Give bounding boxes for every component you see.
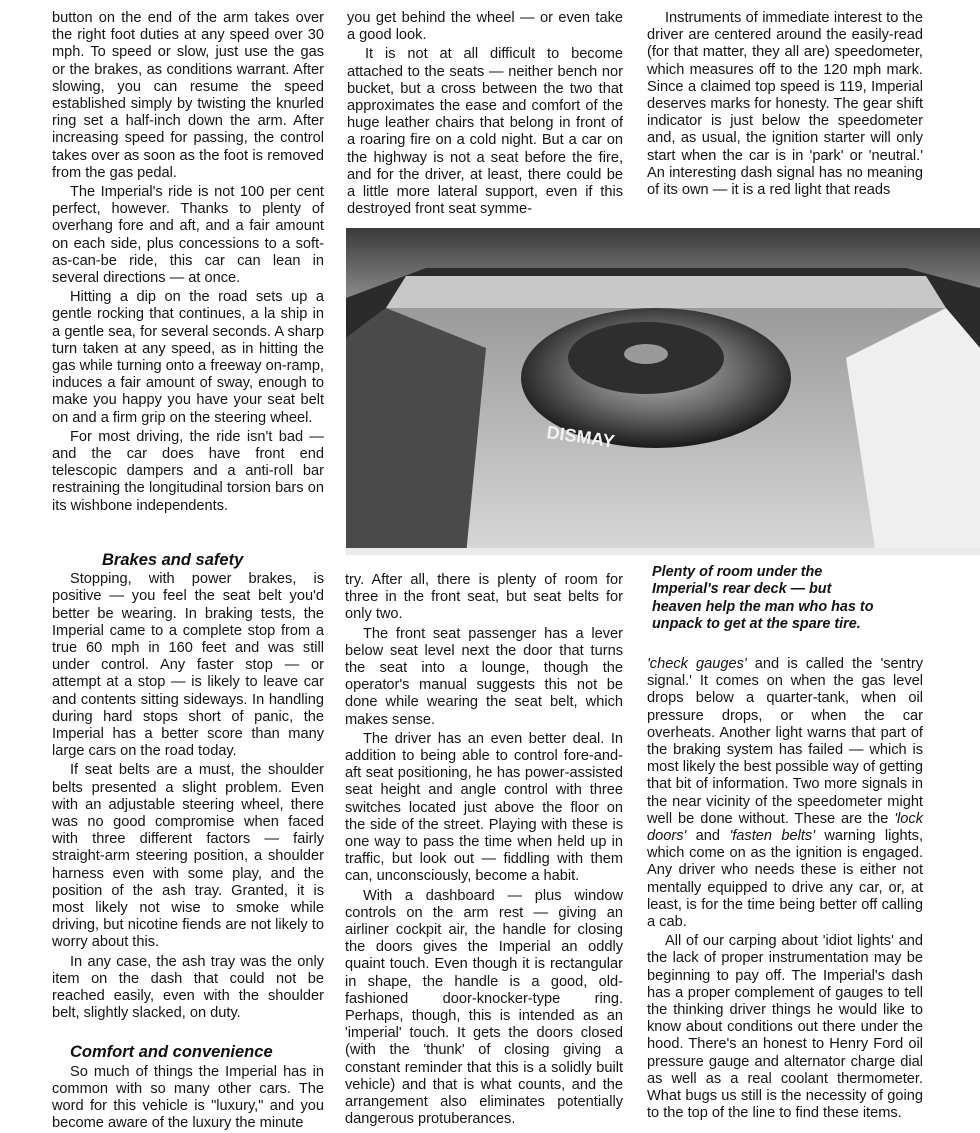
column-2-top	[347, 10, 623, 218]
tire-lettering: DISMAY	[545, 422, 616, 452]
caption-line: heaven help the man who has to	[652, 598, 874, 615]
paragraph-text: and	[686, 828, 730, 845]
column-1	[52, 10, 324, 515]
paragraph: Instruments of immediate interest to the driver are centered around the easily-read (for that matter, they all are) speedometer, which measures off to the 120 mph mark. Since a claimed top speed is 119, Imperial deserves marks for honesty. The gear shift indicator is just below the speedometer and, as usual, the ignition starter will only start when the car is in 'park' or 'neutral.' An interesting dash signal has no meaning of its own — it is a red light that reads	[647, 10, 923, 199]
paragraph-lead: Hitting a dip on the road sets up a	[70, 289, 324, 306]
wheel-hub	[624, 344, 668, 364]
paragraph: The Imperial's ride is not 100 per cent perfect, however. Thanks to plenty of overhang fore and aft, and a fair amount on each side, plus concessions to a soft-as-can-be ride, this car can lean in several directions — at once.	[52, 184, 324, 287]
left-trunk-wall	[346, 308, 486, 555]
paragraph-rest: gentle rocking that continues, a la ship in a gentle sea, for several seconds. A sharp turn taken at any speed, as in hitting the gas while turning onto a freeway on-ramp, induces a fair amount of sway, enough to make you happy you have your seat belt on and a firm grip on the steering wheel.	[52, 306, 324, 426]
paragraph: If seat belts are a must, the shoulder belts presented a slight problem. Even with an adjustable steering wheel, there was no good compromise when faced with three different factors — fairly straight-arm steering position, a shoulder harness even with some play, and the position of the ash tray. Granted, it is most likely not wise to smoke while driving, but nicotine fiends are not likely to worry about this.	[52, 762, 324, 951]
paragraph: So much of things the Imperial has in common with so many other cars. The word for this vehicle is "luxury," and you become aware of the luxury the minute	[52, 1063, 324, 1132]
paragraph: you get behind the wheel — or even take a good look.	[347, 10, 623, 44]
paragraph	[52, 289, 324, 427]
paragraph-text: and is called the 'sentry signal.' It comes on when the gas level drops below a quarter-tank, when oil pressure drops, or when the car overheats. Another light warns that part of the braking system has failed — which is most likely the best possible way of getting that bit of information. Two more signals in the near vicinity of the speedometer might well be done without. These are the	[647, 656, 923, 827]
paragraph: Stopping, with power brakes, is positive — you feel the seat belt you'd better be wearing. In braking tests, the Imperial came to a complete stop from a true 60 mph in 160 feet and was still under control. Any faster stop — or attempt at a stop — is likely to leave car and contents sitting sideways. In handling during hard stops short of panic, the Imperial has a better score than many large cars on the road today.	[52, 571, 324, 760]
column-3-top	[647, 10, 923, 199]
paragraph: button on the end of the arm takes over the right foot duties at any speed over 30 mph. To speed or slow, just use the gas or the brakes, as conditions warrant. After slowing, you can resume the speed established simply by twisting the knurled ring set a half-inch down the arm. After increasing speed for passing, the control takes over as soon as the foot is removed from the gas pedal.	[52, 10, 324, 181]
section-heading-comfort: Comfort and convenience	[70, 1043, 273, 1062]
column-3-bottom	[647, 656, 923, 1122]
paragraph: With a dashboard — plus window controls on the arm rest — giving an airliner cockpit air, the handle for closing the doors gives the Imperial an oddly quaint touch. Even though it is rectangular in shape, the handle is a good, old-fashioned door-knocker-type ring. Perhaps, though, this is intended as an 'imperial' touch. It gets the doors closed (with the 'thunk' of closing giving a constant reminder that this is a solidly built vehicle) and that is what counts, and the arrangement also eliminates potentially dangerous protuberances.	[345, 887, 623, 1128]
emphasis: 'lock doors'	[647, 810, 923, 845]
photo-caption	[652, 564, 952, 634]
trunk-seal	[386, 276, 946, 308]
column-1-brakes	[52, 552, 324, 1133]
paragraph: For most driving, the ride isn't bad — and the car does have front end telescopic dampers and a anti-roll bar restraining the longitudinal torsion bars on its wishbone independents.	[52, 428, 324, 514]
paragraph: In any case, the ash tray was the only item on the dash that could not be reached easily, even with the shoulder belt, slightly slacked, on duty.	[52, 953, 324, 1022]
bumper-edge	[346, 548, 980, 555]
column-2-bottom	[345, 572, 623, 1129]
paragraph: The front seat passenger has a lever below seat level next the door that turns the seat into a lounge, though the operator's manual suggests this not be done while wearing the seat belt, which makes sense.	[345, 625, 623, 728]
emphasis: 'fasten belts'	[729, 828, 815, 845]
caption-line: unpack to get at the spare tire.	[652, 616, 861, 633]
trunk-photo	[346, 228, 980, 555]
paragraph-text: warning lights, which come on as the ignition is engaged. Any driver who needs these is either not mentally equipped to drive any car, or, at least, is for the time being better off calling a cab.	[647, 828, 923, 931]
trunk-illustration	[346, 228, 980, 555]
caption-line: Plenty of room under the	[652, 564, 823, 580]
emphasis: 'check gauges'	[647, 656, 747, 672]
paragraph	[647, 656, 923, 931]
paragraph: try. After all, there is plenty of room for three in the front seat, but seat belts for only two.	[345, 572, 623, 623]
section-heading-brakes: Brakes and safety	[102, 551, 244, 569]
paragraph: It is not at all difficult to become attached to the seats — neither bench nor bucket, but a cross between the two that approximates the ease and comfort of the huge leather chairs that belong in front of a roaring fire on a cold night. But a car on the highway is not a seat before the fire, and for the driver, at least, there could be a little more lateral support, even if this destroyed front seat symme-	[347, 46, 623, 218]
paragraph: The driver has an even better deal. In addition to being able to control fore-and-aft seat positioning, he has power-assisted seat height and angle control with three switches located just above the floor on the side of the street. Playing with these is one way to pass the time when held up in traffic, but look out — fiddling with them can, unconsciously, become a habit.	[345, 730, 623, 885]
caption-line: Imperial's rear deck — but	[652, 581, 832, 598]
paragraph: All of our carping about 'idiot lights' and the lack of proper instrumentation may be beginning to pay off. The Imperial's dash has a proper complement of gauges to tell the thinking driver things he would like to know about conditions out there under the hood. There's an honest to Henry Ford oil pressure gauge and alternator charge dial as well as a real coolant thermometer. What bugs us still is the necessity of going to the top of the line to find these items.	[647, 933, 923, 1122]
